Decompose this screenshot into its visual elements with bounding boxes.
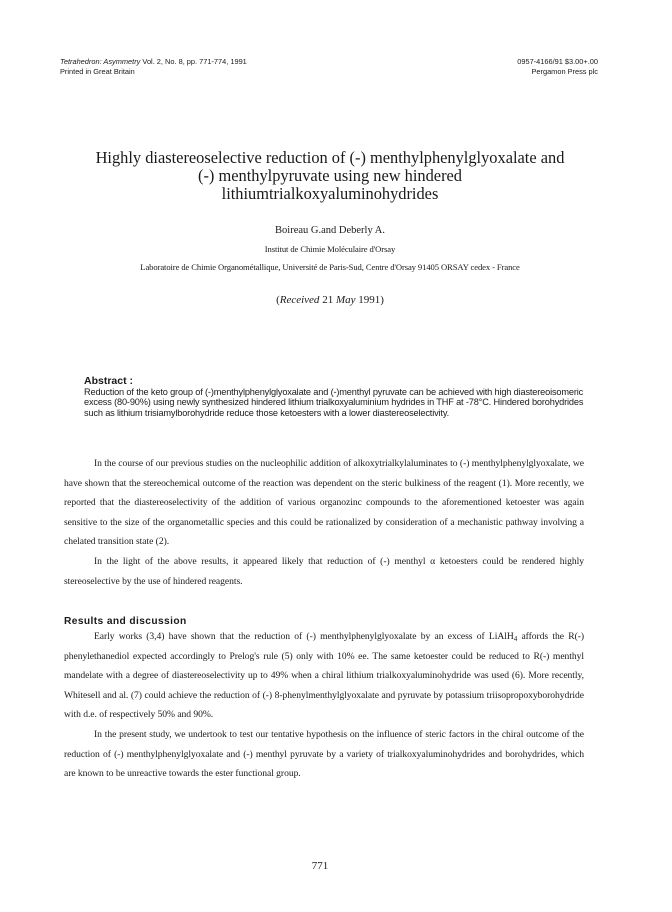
- title-line-2: (-) menthylpyruvate using new hindered: [198, 166, 462, 185]
- section-heading: Results and discussion: [64, 616, 187, 627]
- title-line-3: lithiumtrialkoxyaluminohydrides: [221, 184, 439, 203]
- intro-paragraph-1: In the course of our previous studies on the nucleophilic addition of alkoxytrialkylaluminates to (-) menthylphenylglyoxalate, we have shown that the stereochemical outcome of the reaction was dependent on the steric bulkiness of the reagent (1). More recently, we reported that the diastereoselectivity of the addition of various organozinc compounds to the aforementioned ketoester was again sensitive to the size of the organometallic species and this could be rationalized by consideration of a mechanistic pathway involving a chelated transition state (2).: [64, 458, 584, 548]
- title-line-1: Highly diastereoselective reduction of (-) menthylphenylglyoxalate and: [95, 148, 565, 167]
- volume-info: Vol. 2, No. 8, pp. 771-774, 1991: [140, 57, 247, 66]
- issn-price: 0957-4166/91 $3.00+.00: [517, 57, 598, 66]
- affiliation-laboratory: Laboratoire de Chimie Organométallique, Université de Paris-Sud, Centre d'Orsay 91405 ORSAY cedex - France: [140, 262, 520, 272]
- received-date: (Received 21 May 1991): [276, 294, 384, 306]
- results-section: [64, 627, 584, 784]
- authors: Boireau G.and Deberly A.: [275, 225, 385, 236]
- publisher-info: [517, 57, 598, 77]
- journal-name: Tetrahedron: Asymmetry: [60, 57, 141, 66]
- printed-location: Printed in Great Britain: [60, 67, 135, 76]
- intro-paragraph-2: In the light of the above results, it appeared likely that reduction of (-) menthyl α ketoesters could be rendered highly stereoselective by the use of hindered reagents.: [64, 555, 584, 587]
- abstract-text: Reduction of the keto group of (-)menthylphenylglyoxalate and (-)menthyl pyruvate can be achieved with high diastereoisomeric excess (80-90%) using newly synthesized hindered lithium trialkoxyaluminium hydrides in THF at -78°C. Hindered borohydrides such as lithium trisiamylborohydride reduce those ketoesters with a lower diastereoselectivity.: [84, 387, 584, 418]
- results-paragraph-2: In the present study, we undertook to test our tentative hypothesis on the influence of steric factors in the chiral outcome of the reduction of (-) menthylphenylglyoxalate and (-) menthyl pyruvate by a variety of trialkoxyaluminohydrides and borohydrides, which are known to be unreactive towards the ester functional group.: [64, 728, 584, 780]
- abstract-heading: Abstract :: [84, 375, 134, 387]
- page-number: 771: [311, 860, 329, 872]
- results-paragraph-1: Early works (3,4) have shown that the reduction of (-) menthylphenylglyoxalate by an excess of LiAlH$_4$ affords the R(-) phenylethanediol expected accordingly to Prelog's rule (5) only with 10% ee. The same ketoester could be reduced to R(-) menthyl mandelate with a degree of diastereoselectivity up to 49% when a chiral lithium trialkoxyaluminohydride was used (6). More recently, Whitesell and al. (7) could achieve the reduction of (-) 8-phenylmenthylglyoxalate and pyruvate by potassium triisopropoxyborohydride with d.e. of respectively 50% and 90%.: [64, 631, 584, 721]
- publisher-name: Pergamon Press plc: [531, 67, 598, 76]
- article-title: [60, 149, 600, 203]
- affiliation-institute: Institut de Chimie Moléculaire d'Orsay: [264, 244, 396, 254]
- introduction: [64, 454, 584, 591]
- journal-citation: [60, 57, 247, 77]
